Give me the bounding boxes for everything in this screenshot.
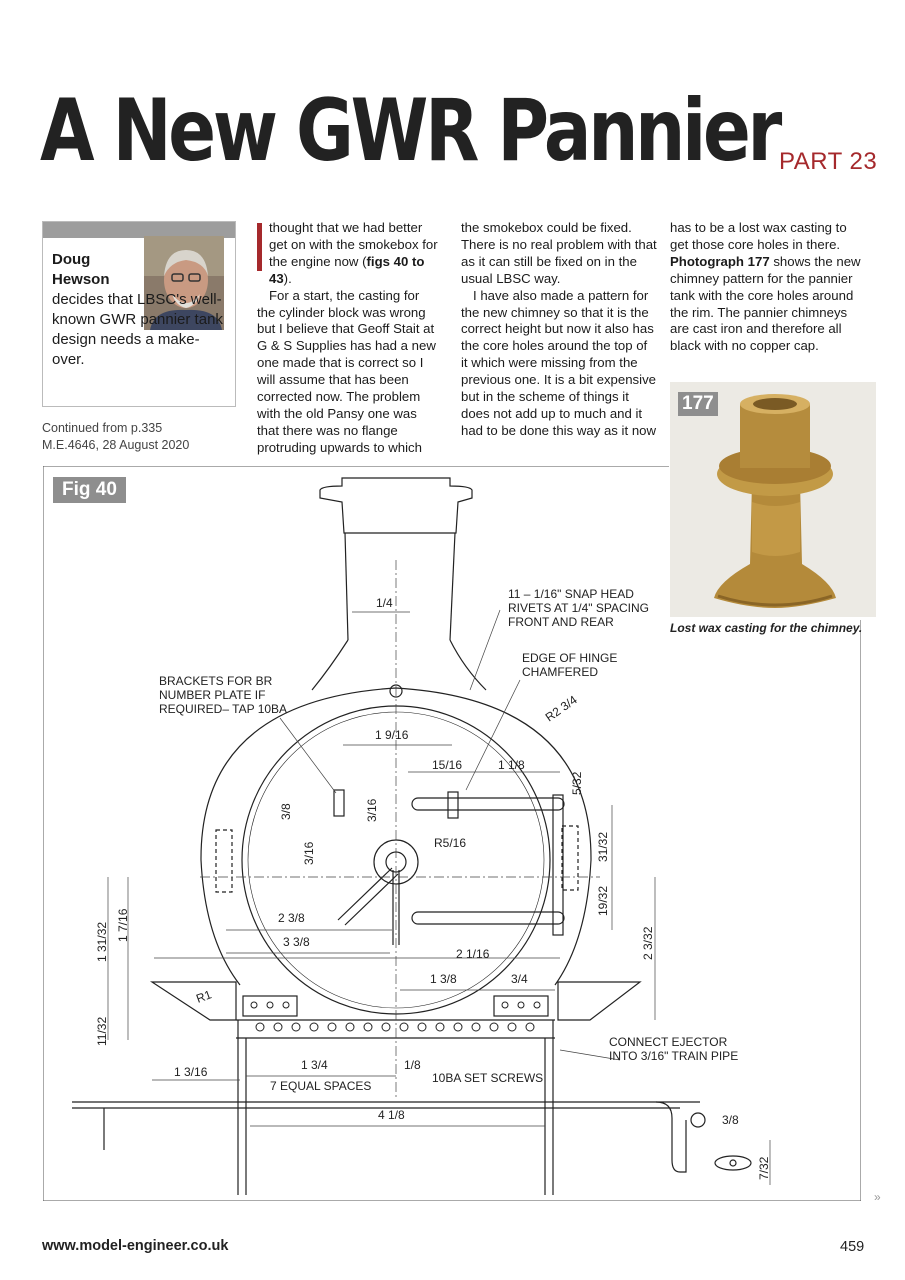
dim-label: 1/8	[404, 1058, 421, 1072]
dim-label: 19/32	[596, 885, 610, 916]
paragraph	[670, 220, 862, 355]
dim-label: R2 3/4	[542, 692, 580, 725]
continued-note	[42, 420, 189, 454]
text-column-2	[461, 220, 657, 440]
dim-label: 3/4	[511, 972, 528, 986]
text-column-1	[257, 220, 441, 457]
page-number: 459	[840, 1239, 865, 1255]
note-rivets-2: RIVETS AT 1/4" SPACING	[508, 601, 649, 615]
dim-label: 31/32	[596, 831, 610, 862]
note-rivets-1: 11 – 1/16" SNAP HEAD	[508, 587, 634, 601]
dim-label: 1 1/8	[498, 758, 525, 772]
note-screws: 10BA SET SCREWS	[432, 1071, 544, 1085]
dim-label: 1 3/4	[301, 1058, 328, 1072]
author-blurb: decides that LBSC's well-known GWR pannier tank design needs a make-over.	[52, 291, 223, 368]
article-title: A New GWR Pannier	[40, 81, 780, 181]
note-ejector-1: CONNECT EJECTOR	[609, 1035, 728, 1049]
author-box	[42, 221, 236, 407]
paragraph: the smokebox could be fixed. There is no real problem with that as it can still be fixed on in the usual LBSC way.	[461, 220, 657, 286]
note-rivets-3: FRONT AND REAR	[508, 615, 614, 629]
dim-label: 2 3/32	[641, 926, 655, 960]
note-ejector-2: INTO 3/16" TRAIN PIPE	[609, 1049, 739, 1063]
dim-label: 1 9/16	[375, 728, 409, 742]
part-label: PART 23	[779, 148, 878, 175]
dim-label: 1/4	[376, 596, 393, 610]
dim-label: R1	[194, 987, 214, 1006]
text-span: has to be a lost wax casting to get those core holes in there.	[670, 220, 847, 252]
author-name-1: Doug	[52, 251, 91, 268]
paragraph: I have also made a pattern for the new chimney so that it is the correct height but now it also has the core holes around the top of it which were missing from the previous one. It is a bit expensive but in the scheme of things it does not add up to much and it had to be done this way as it now	[461, 287, 657, 438]
photo-caption: Lost wax casting for the chimney.	[670, 621, 863, 635]
dim-label: 15/16	[432, 758, 463, 772]
drop-cap	[257, 223, 262, 271]
dim-label: 3/8	[279, 803, 293, 820]
dim-label: 3 3/8	[283, 935, 310, 949]
continued-line-2: M.E.4646, 28 August 2020	[42, 438, 190, 452]
note-hinge-1: EDGE OF HINGE	[522, 651, 618, 665]
dim-label: 4 1/8	[378, 1108, 405, 1122]
dim-label: 11/32	[95, 1016, 109, 1046]
dim-label: R5/16	[434, 836, 467, 850]
photo-177	[670, 382, 876, 617]
dim-label: 2 1/16	[456, 947, 490, 961]
continue-arrow-icon: »	[874, 1190, 881, 1204]
dim-label: 7/32	[757, 1156, 771, 1180]
dim-label: 1 3/16	[174, 1065, 208, 1079]
dim-label: 3/8	[722, 1113, 739, 1127]
note-brackets-2: NUMBER PLATE IF	[159, 688, 266, 702]
text-bold: Photograph 177	[670, 253, 770, 269]
dim-label: 3/16	[365, 798, 379, 822]
note-brackets-1: BRACKETS FOR BR	[159, 674, 273, 688]
author-name-2: Hewson	[52, 271, 110, 288]
author-intro	[52, 250, 232, 370]
text-span: thought that we had better get on with the smokebox for the engine now (	[269, 220, 438, 269]
text-span: ).	[283, 270, 292, 286]
fig-label: Fig 40	[53, 477, 126, 503]
text-span: shows the new chimney pattern for the pannier tank with the core holes around the rim. The pannier chimneys are cast iron and therefore all black with no copper cap.	[670, 253, 861, 354]
footer-url[interactable]: www.model-engineer.co.uk	[42, 1238, 229, 1254]
text-bold: figs 40 to 43	[269, 253, 425, 286]
note-hinge-2: CHAMFERED	[522, 665, 599, 679]
photo-number: 177	[678, 392, 718, 416]
continued-line-1: Continued from p.335	[42, 421, 163, 435]
paragraph: For a start, the casting for the cylinder block was wrong but I believe that Geoff Stait at G & S Supplies has had a new one made that is correct so I will assume that has been corrected now. The problem with the old Pansy one was that there was no flange protruding upwards to which	[257, 287, 436, 455]
dim-label: 2 3/8	[278, 911, 305, 925]
dim-label: 5/32	[570, 771, 584, 795]
note-brackets-3: REQUIRED– TAP 10BA	[159, 702, 288, 716]
note-spaces: 7 EQUAL SPACES	[270, 1079, 372, 1093]
dim-label: 1 3/8	[430, 972, 457, 986]
dim-label: 1 7/16	[116, 908, 130, 942]
dim-label: 1 31/32	[95, 921, 109, 962]
chimney-casting-image	[670, 382, 876, 617]
paragraph	[257, 220, 441, 288]
text-column-3	[670, 220, 862, 355]
dim-label: 3/16	[302, 841, 316, 865]
